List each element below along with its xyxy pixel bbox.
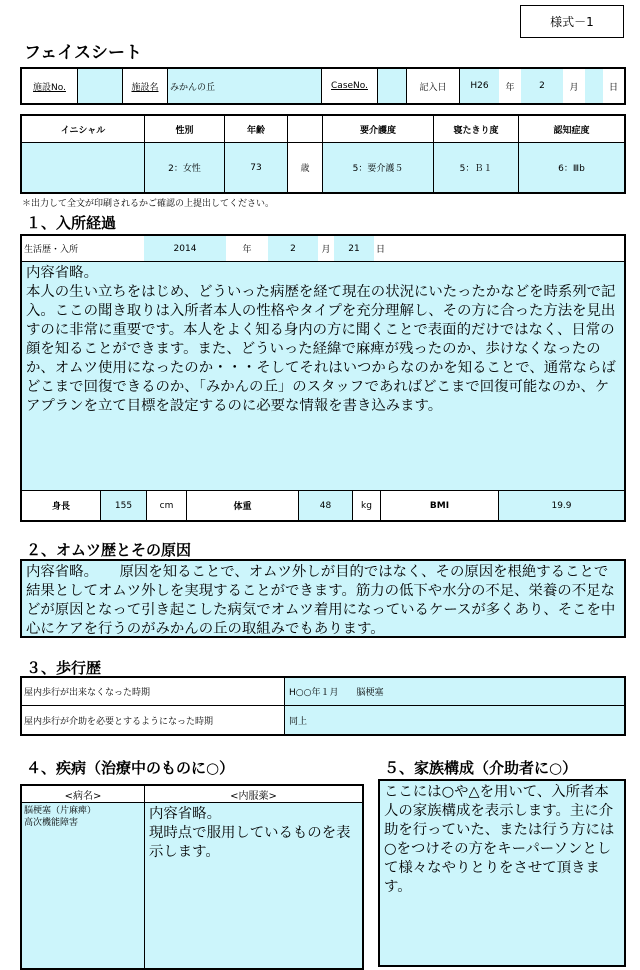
disease-cells [22, 786, 362, 968]
age-field[interactable]: 73 [224, 143, 287, 192]
disease-header: <病名> [22, 786, 144, 803]
bmi-label: BMI [380, 491, 498, 520]
section3-heading: ３、歩行歴 [26, 659, 102, 677]
header-cells [22, 69, 624, 103]
facility-no-field[interactable] [77, 69, 123, 103]
entry-era-year-field[interactable]: H26 [459, 69, 499, 103]
page-title: フェイスシート [24, 43, 142, 63]
walking-row1-field[interactable]: H○○年１月 脳梗塞 [284, 678, 624, 706]
height-label: 身長 [51, 502, 70, 512]
year-unit: 年 [505, 82, 515, 93]
height-unit: cm [146, 491, 186, 520]
weight-field[interactable]: 48 [298, 491, 352, 520]
care-level-header: 要介護度 [322, 116, 433, 143]
print-note: ＊出力して全文が印刷されるかご確認の上提出してください。 [22, 199, 275, 209]
admission-month-field[interactable]: 2 [268, 236, 318, 262]
weight-unit: kg [352, 491, 380, 520]
dementia-header: 認知症度 [518, 116, 624, 143]
entry-date-label: 記入日 [419, 82, 447, 93]
initial-field[interactable] [22, 143, 144, 192]
medicine-text-area[interactable]: 内容省略。 現時点で服用しているものを表示します。 [144, 803, 362, 968]
bmi-field[interactable]: 19.9 [498, 491, 624, 520]
entry-month-field[interactable]: 2 [521, 69, 563, 103]
case-no-label: CaseNo. [331, 81, 368, 91]
admission-month-unit: 月 [318, 236, 334, 262]
history-text-area[interactable]: 内容省略。 本人の生い立ちをはじめ、どういった病歴を経て現在の状況にいたったかなどを時系列で記入。ここの聞き取りは入所者本人の性格やタイプを充分理解し、その方に合った方法を見出すのに非常に重要です。本人をよく知る身内の方に聞くことで表面的だけではなく、日常の顔を知ることができます。また、どういった経緯で麻痺が残ったのか、歩けなくなったのか、オムツ使用になったのか・・・そしてそれはいつからなのかを知ることで、通常ならばどこまで回復できるのか、「みかんの丘」のスタッフであればどこまで回復可能なのか、ケアプランを立て目標を設定するのに必要な情報を書き込みます。 [22, 262, 624, 490]
body-stats-row [22, 490, 624, 520]
family-text-area[interactable]: ここには○や△を用いて、入所者本人の家族構成を表示します。主に介助を行っていた、または行う方には○をつけその方をキーパーソンとして様々なやりとりをさせて頂きます。 [378, 779, 626, 967]
age-header: 年齢 [224, 116, 287, 143]
weight-label: 体重 [186, 491, 298, 520]
case-no-field[interactable] [377, 69, 407, 103]
care-level-field[interactable]: 5：要介護５ [322, 143, 433, 192]
day-unit: 日 [608, 82, 618, 93]
initial-header: イニシャル [22, 116, 144, 143]
form-number-badge: 様式－1 [520, 5, 624, 38]
entry-day-field[interactable] [585, 69, 603, 103]
disease-list-field[interactable]: 脳梗塞（片麻痺） 高次機能障害 [22, 803, 144, 968]
age-unit-header [287, 116, 322, 143]
admission-day-unit: 日 [374, 236, 624, 262]
walking-row1-label: 屋内歩行が出来なくなった時期 [22, 678, 284, 706]
profile-cells [22, 116, 624, 192]
walking-history-cells [22, 678, 624, 734]
walking-row2-field[interactable]: 同上 [284, 706, 624, 734]
dementia-field[interactable]: 6：Ⅲb [518, 143, 624, 192]
medicine-header: <内服薬> [144, 786, 362, 803]
section4-heading: ４、疾病（治療中のものに○） [26, 759, 235, 777]
section5-heading: ５、家族構成（介助者に○） [384, 759, 578, 777]
section1-heading: １、入所経過 [26, 214, 117, 232]
gender-field[interactable]: 2：女性 [144, 143, 224, 192]
facility-no-label: 施設No. [33, 82, 66, 93]
section2-heading: ２、オムツ歴とその原因 [26, 541, 192, 559]
age-unit: 歳 [287, 143, 322, 192]
walking-row2-label: 屋内歩行が介助を必要とするようになった時期 [24, 716, 214, 727]
admission-day-field[interactable]: 21 [334, 236, 374, 262]
facility-name-field[interactable]: みかんの丘 [167, 69, 322, 103]
facility-name-label: 施設名 [131, 82, 159, 93]
bedridden-field[interactable]: 5：Ｂ１ [433, 143, 518, 192]
history-label: 生活歴・入所 [22, 236, 144, 262]
month-unit: 月 [569, 82, 579, 93]
gender-header: 性別 [144, 116, 224, 143]
section1-cells [22, 236, 624, 520]
height-field[interactable]: 155 [100, 491, 146, 520]
admission-year-field[interactable]: 2014 [144, 236, 226, 262]
admission-year-unit: 年 [226, 236, 268, 262]
bedridden-header: 寝たきり度 [433, 116, 518, 143]
diaper-history-text-area[interactable]: 内容省略。 原因を知ることで、オムツ外しが目的ではなく、その原因を根絶することで結果としてオムツ外しを実現することができます。筋力の低下や水分の不足、栄養の不足などが原因となって引き起こした病気でオムツ着用になっているケースが多くあり、そこを中心にケアを行うのがみかんの丘の取組みでもあります。 [20, 559, 626, 638]
